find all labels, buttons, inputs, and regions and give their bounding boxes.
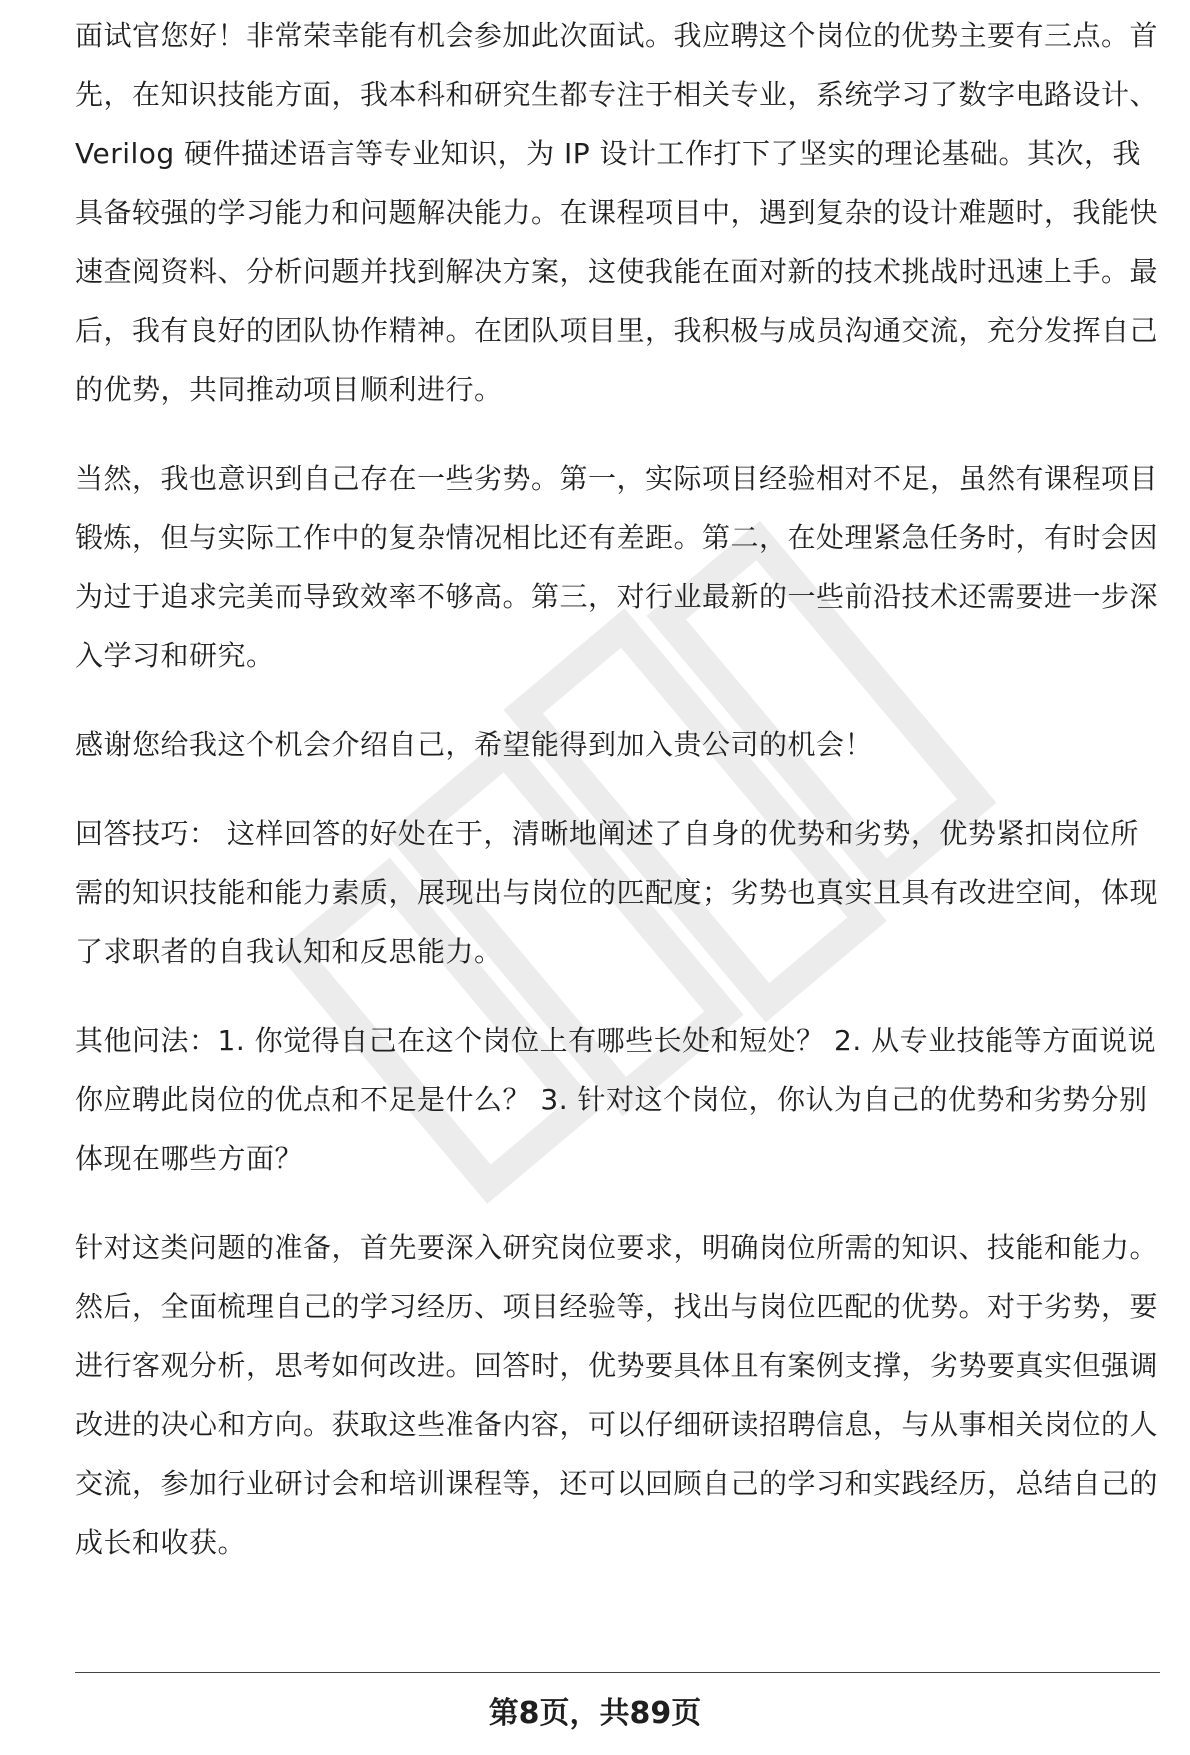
paragraph-answer-weaknesses: 当然，我也意识到自己存在一些劣势。第一，实际项目经验相对不足，虽然有课程项目锻炼，但与实际工作中的复杂情况相比还有差距。第二，在处理紧急任务时，有时会因为过于追求完美而导致效率不够高。第三，对行业最新的一些前沿技术还需要进一步深入学习和研究。 <box>75 462 1159 672</box>
paragraph-alternative-questions: 其他问法：1. 你觉得自己在这个岗位上有哪些长处和短处？ 2. 从专业技能等方面说说你应聘此岗位的优点和不足是什么？ 3. 针对这个岗位，你认为自己的优势和劣势分别体现在哪些方面？ <box>75 1024 1157 1175</box>
paragraph-preparation-advice: 针对这类问题的准备，首先要深入研究岗位要求，明确岗位所需的知识、技能和能力。然后，全面梳理自己的学习经历、项目经验等，找出与岗位匹配的优势。对于劣势，要进行客观分析，思考如何改进。回答时，优势要具体且有案例支撑，劣势要真实但强调改进的决心和方向。获取这些准备内容，可以仔细研读招聘信息，与从事相关岗位的人交流，参加行业研讨会和培训课程等，还可以回顾自己的学习和实践经历，总结自己的成长和收获。 <box>75 1231 1159 1559</box>
document-body <box>75 19 1160 1602</box>
paragraph-answer-tips: 回答技巧： 这样回答的好处在于，清晰地阐述了自身的优势和劣势，优势紧扣岗位所需的知识技能和能力素质，展现出与岗位的匹配度；劣势也真实且具有改进空间，体现了求职者的自我认知和反思能力。 <box>75 817 1159 968</box>
page-number: 第8页，共89页 <box>488 1696 702 1731</box>
paragraph-answer-strengths: 面试官您好！非常荣幸能有机会参加此次面试。我应聘这个岗位的优势主要有三点。首先，在知识技能方面，我本科和研究生都专注于相关专业，系统学习了数字电路设计、Verilog 硬件描述语言等专业知识，为 IP 设计工作打下了坚实的理论基础。其次，我具备较强的学习能力和问题解决能力。在课程项目中，遇到复杂的设计难题时，我能快速查阅资料、分析问题并找到解决方案，这使我能在面对新的技术挑战时迅速上手。最后，我有良好的团队协作精神。在团队项目里，我积极与成员沟通交流，充分发挥自己的优势，共同推动项目顺利进行。 <box>75 19 1159 406</box>
footer-divider <box>75 1672 1160 1673</box>
paragraph-closing: 感谢您给我这个机会介绍自己，希望能得到加入贵公司的机会！ <box>75 728 874 761</box>
